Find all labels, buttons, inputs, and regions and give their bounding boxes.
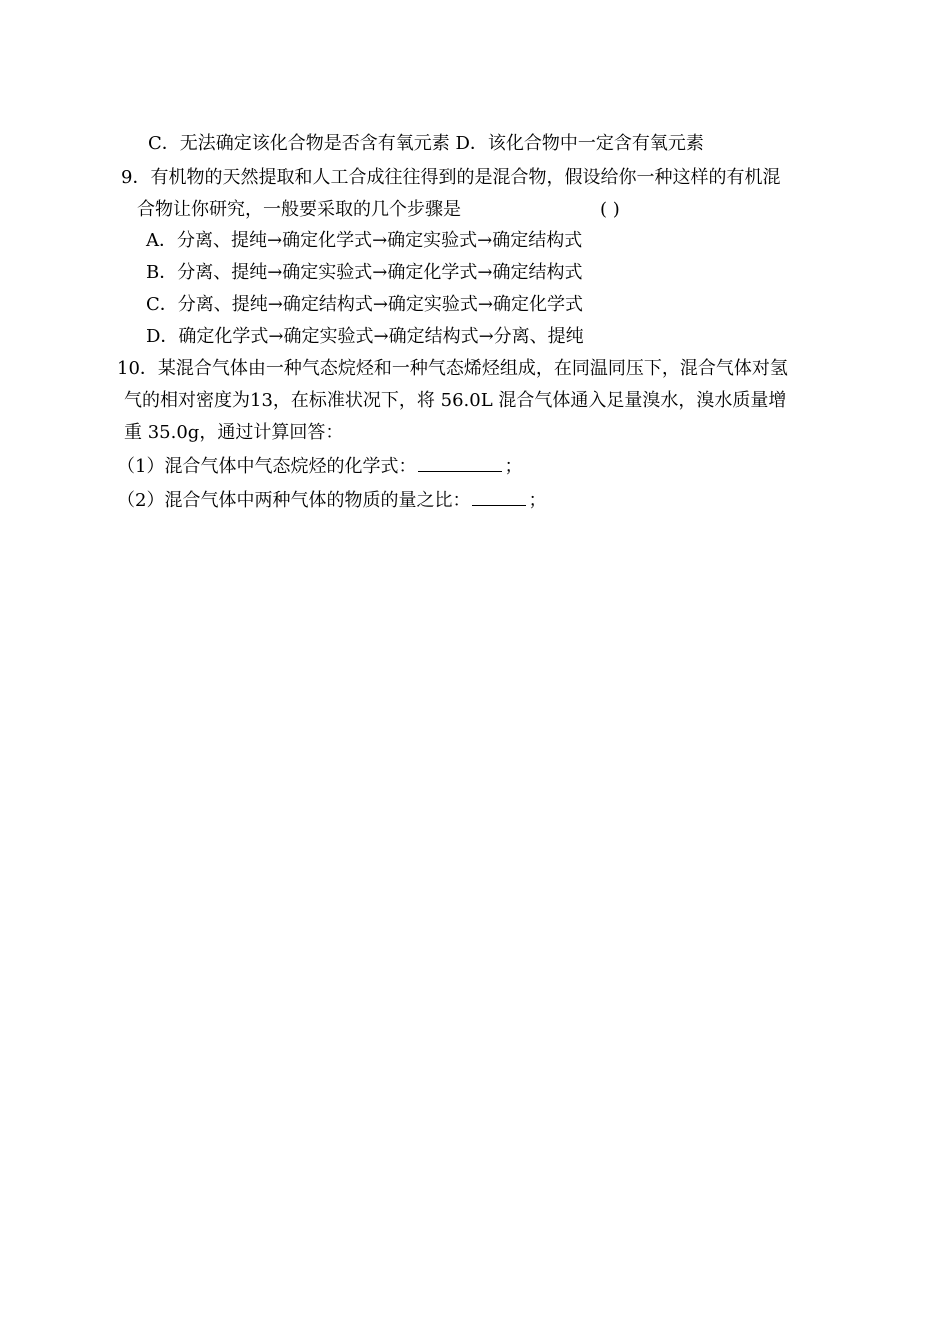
question-10-subquestion-2 — [117, 487, 546, 513]
subquestion-1-text: （1）混合气体中气态烷烃的化学式： — [117, 456, 417, 477]
question-9-option-c: C．分离、提纯→确定结构式→确定实验式→确定化学式 — [146, 294, 584, 315]
question-10-stem-line-2: 气的相对密度为13，在标准状况下，将 56.0L 混合气体通入足量溴水，溴水质量增 — [124, 390, 787, 411]
answer-blank-2[interactable] — [472, 487, 526, 506]
question-10-stem-line-3: 重 35.0g，通过计算回答： — [124, 422, 344, 443]
subquestion-2-text: （2）混合气体中两种气体的物质的量之比： — [117, 490, 471, 511]
question-9-answer-paren: ( ) — [600, 199, 620, 220]
subquestion-2-end: ； — [528, 490, 547, 511]
question-8-options-cd: C．无法确定该化合物是否含有氧元素 D．该化合物中一定含有氧元素 — [148, 133, 704, 154]
question-9-option-a: A．分离、提纯→确定化学式→确定实验式→确定结构式 — [146, 230, 583, 251]
question-9-stem-line-2: 合物让你研究，一般要采取的几个步骤是 — [137, 199, 461, 220]
question-9-stem-line-1: 9．有机物的天然提取和人工合成往往得到的是混合物，假设给你一种这样的有机混 — [121, 167, 781, 188]
question-9-option-d: D．确定化学式→确定实验式→确定结构式→分离、提纯 — [146, 326, 584, 347]
question-10-subquestion-1 — [117, 453, 522, 479]
question-9-option-b: B．分离、提纯→确定实验式→确定化学式→确定结构式 — [146, 262, 583, 283]
subquestion-1-end: ； — [504, 456, 523, 477]
question-10-stem-line-1: 10．某混合气体由一种气态烷烃和一种气态烯烃组成，在同温同压下，混合气体对氢 — [117, 358, 788, 379]
answer-blank-1[interactable] — [418, 453, 502, 472]
